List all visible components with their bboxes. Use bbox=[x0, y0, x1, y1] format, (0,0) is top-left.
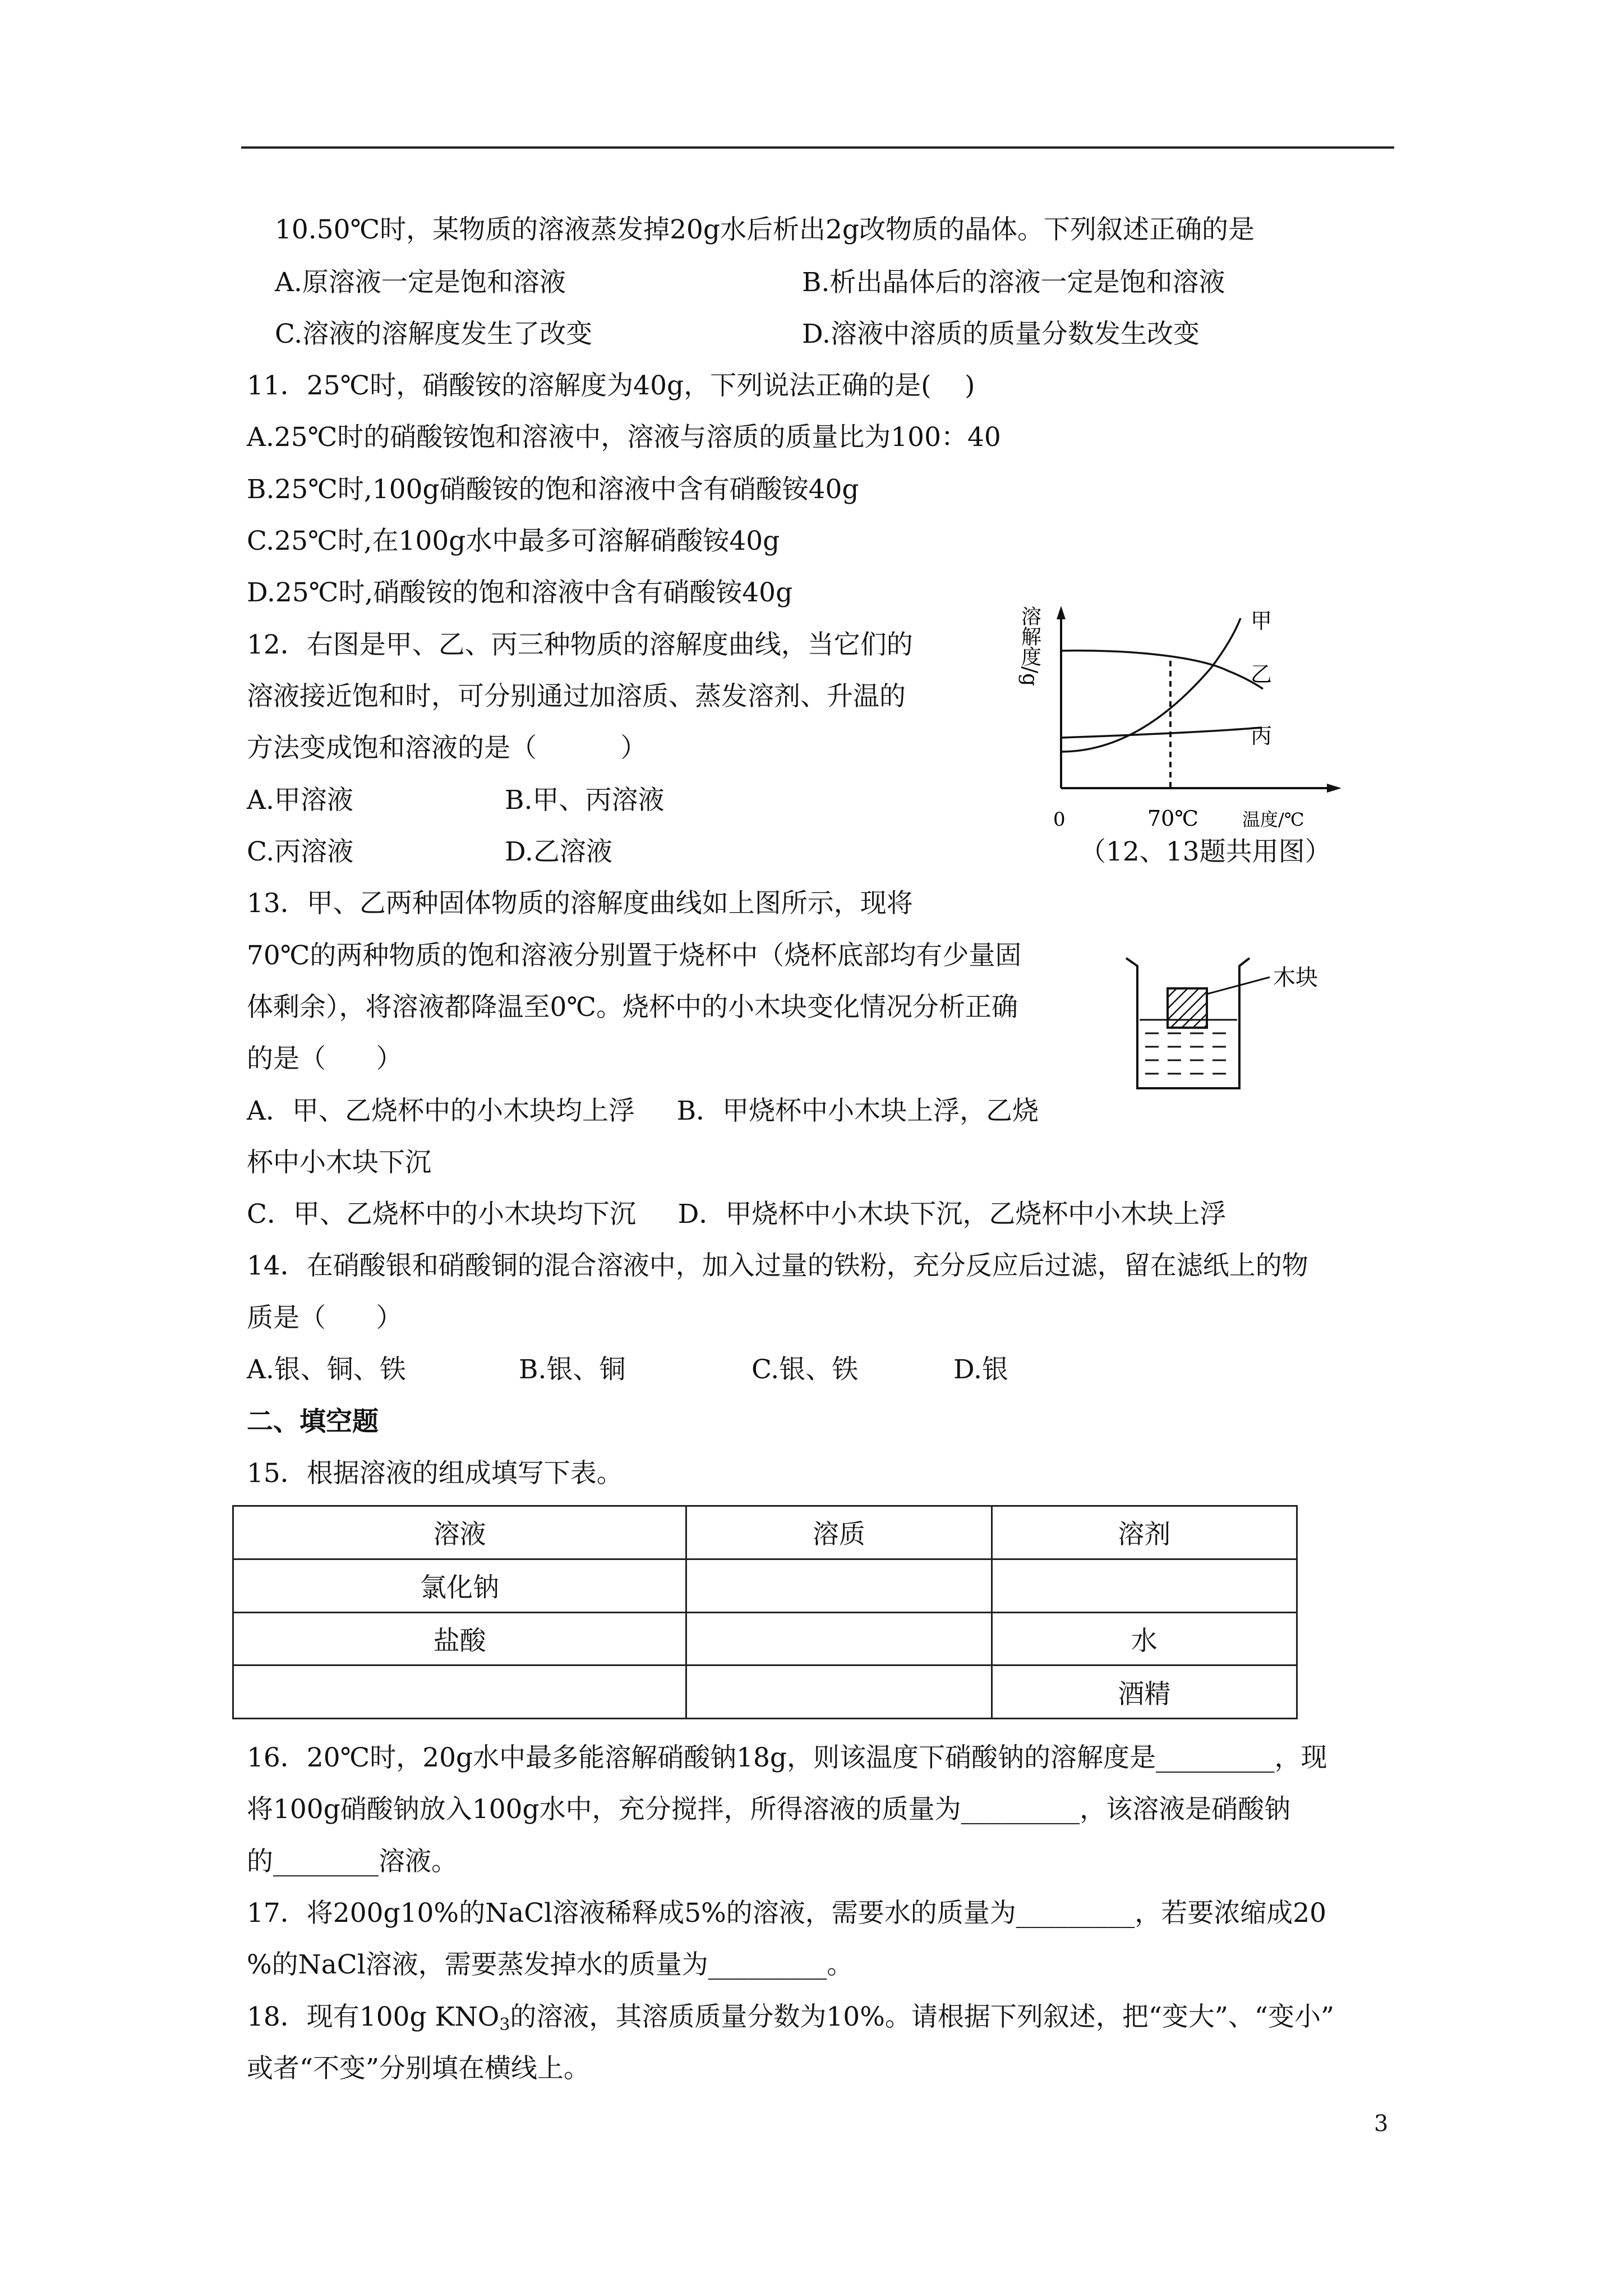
table-cell bbox=[992, 1559, 1297, 1612]
q16-line3: 的________溶液。 bbox=[247, 1846, 458, 1877]
q14-line2: 质是（ ） bbox=[247, 1303, 403, 1333]
table-header-cell: 溶液 bbox=[233, 1506, 686, 1559]
table-header-cell: 溶质 bbox=[686, 1506, 992, 1559]
table-header-row bbox=[233, 1506, 1297, 1559]
table-row bbox=[233, 1665, 1297, 1719]
q10-option-b: B.析出晶体后的溶液一定是饱和溶液 bbox=[802, 267, 1225, 298]
curve-bing bbox=[1061, 728, 1262, 738]
wood-block-label: 木块 bbox=[1273, 965, 1318, 991]
q11-option-a: A.25℃时的硝酸铵饱和溶液中，溶液与溶质的质量比为100：40 bbox=[247, 422, 1001, 453]
q18-line1 bbox=[247, 2000, 1334, 2042]
q12-line3: 方法变成饱和溶液的是（ ） bbox=[247, 733, 647, 763]
q12-line1: 12．右图是甲、乙、丙三种物质的溶解度曲线，当它们的 bbox=[247, 629, 913, 660]
q13-line4: 的是（ ） bbox=[247, 1043, 403, 1074]
q10-stem: 10.50℃时，某物质的溶液蒸发掉20g水后析出2g改物质的晶体。下列叙述正确的是 bbox=[275, 214, 1255, 245]
q14-option-d: D.银 bbox=[953, 1354, 1008, 1385]
q11-option-b: B.25℃时,100g硝酸铵的饱和溶液中含有硝酸铵40g bbox=[247, 474, 859, 505]
section-heading-fill-in: 二、填空题 bbox=[247, 1406, 379, 1437]
q10-option-d: D.溶液中溶质的质量分数发生改变 bbox=[802, 319, 1200, 349]
q12-option-a: A.甲溶液 bbox=[247, 785, 353, 816]
curve-yi bbox=[1061, 651, 1263, 689]
table-cell bbox=[686, 1559, 992, 1612]
solubility-graph bbox=[998, 595, 1346, 841]
q14-option-a: A.银、铜、铁 bbox=[247, 1354, 406, 1385]
table-cell bbox=[686, 1612, 992, 1665]
q15-stem: 15．根据溶液的组成填写下表。 bbox=[247, 1458, 623, 1489]
q13-line3: 体剩余），将溶液都降温至0℃。烧杯中的小木块变化情况分析正确 bbox=[247, 992, 1018, 1023]
table-cell: 水 bbox=[992, 1612, 1297, 1665]
q16-line1: 16．20℃时，20g水中最多能溶解硝酸钠18g，则该温度下硝酸钠的溶解度是_________，现 bbox=[247, 1742, 1327, 1773]
table-cell bbox=[686, 1665, 992, 1719]
graph-series-jia: 甲 bbox=[1251, 609, 1272, 633]
q13-options-cd: C．甲、乙烧杯中的小木块均下沉 D．甲烧杯中小木块下沉，乙烧杯中小木块上浮 bbox=[247, 1199, 1227, 1230]
graph-caption: （12、13题共用图） bbox=[1080, 836, 1331, 867]
q18-text-post: 的溶液，其溶质质量分数为10%。请根据下列叙述，把“变大”、“变小” bbox=[510, 2001, 1334, 2032]
q11-stem: 11．25℃时，硝酸铵的溶解度为40g，下列说法正确的是( ) bbox=[247, 370, 975, 401]
q12-option-b: B.甲、丙溶液 bbox=[505, 785, 665, 816]
graph-x-tick-70: 70℃ bbox=[1147, 806, 1198, 831]
q11-option-c: C.25℃时,在100g水中最多可溶解硝酸铵40g bbox=[247, 526, 780, 556]
q10-option-a: A.原溶液一定是饱和溶液 bbox=[275, 267, 566, 298]
q10-option-c: C.溶液的溶解度发生了改变 bbox=[275, 319, 593, 349]
beaker-diagram bbox=[1122, 954, 1335, 1099]
table-row bbox=[233, 1612, 1297, 1665]
graph-y-label: 溶解度/g bbox=[1018, 606, 1041, 687]
q13-line1: 13．甲、乙两种固体物质的溶解度曲线如上图所示，现将 bbox=[247, 888, 913, 919]
table-cell: 盐酸 bbox=[233, 1612, 686, 1665]
q13-options-ab-cont: 杯中小木块下沉 bbox=[247, 1147, 431, 1178]
q18-text-pre: 18．现有100g KNO bbox=[247, 2001, 500, 2032]
graph-x-label: 温度/℃ bbox=[1242, 809, 1304, 830]
table-header-cell: 溶剂 bbox=[992, 1506, 1297, 1559]
header-rule bbox=[241, 146, 1394, 149]
q14-option-c: C.银、铁 bbox=[751, 1354, 859, 1385]
q16-line2: 将100g硝酸钠放入100g水中，充分搅拌，所得溶液的质量为_________，该溶液是硝酸钠 bbox=[247, 1794, 1291, 1825]
graph-series-bing: 丙 bbox=[1251, 724, 1272, 748]
page-number: 3 bbox=[1374, 2111, 1389, 2137]
q13-line2: 70℃的两种物质的饱和溶液分别置于烧杯中（烧杯底部均有少量固 bbox=[247, 940, 1022, 971]
q12-line2: 溶液接近饱和时，可分别通过加溶质、蒸发溶剂、升温的 bbox=[247, 681, 906, 712]
q17-line2: %的NaCl溶液，需要蒸发掉水的质量为_________。 bbox=[247, 1949, 854, 1980]
graph-x-arrow bbox=[1327, 784, 1341, 793]
table-cell: 氯化钠 bbox=[233, 1559, 686, 1612]
q12-option-d: D.乙溶液 bbox=[505, 836, 612, 867]
wood-block bbox=[1168, 988, 1207, 1028]
q18-line2: 或者“不变”分别填在横线上。 bbox=[247, 2053, 591, 2084]
q18-subscript: 3 bbox=[499, 2015, 510, 2035]
q15-table bbox=[232, 1505, 1298, 1719]
table-row bbox=[233, 1559, 1297, 1612]
table-cell bbox=[233, 1665, 686, 1719]
q13-options-ab: A．甲、乙烧杯中的小木块均上浮 B．甲烧杯中小木块上浮，乙烧 bbox=[247, 1096, 1039, 1126]
q12-option-c: C.丙溶液 bbox=[247, 836, 354, 867]
graph-series-yi: 乙 bbox=[1251, 662, 1272, 687]
q14-option-b: B.银、铜 bbox=[519, 1354, 626, 1385]
q17-line1: 17．将200g10%的NaCl溶液稀释成5%的溶液，需要水的质量为_________，若要浓缩成20 bbox=[247, 1898, 1327, 1929]
graph-y-arrow bbox=[1057, 606, 1066, 619]
table-cell: 酒精 bbox=[992, 1665, 1297, 1719]
q14-line1: 14．在硝酸银和硝酸铜的混合溶液中，加入过量的铁粉，充分反应后过滤，留在滤纸上的物 bbox=[247, 1250, 1308, 1281]
graph-origin: 0 bbox=[1053, 808, 1066, 831]
q11-option-d: D.25℃时,硝酸铵的饱和溶液中含有硝酸铵40g bbox=[247, 577, 793, 608]
